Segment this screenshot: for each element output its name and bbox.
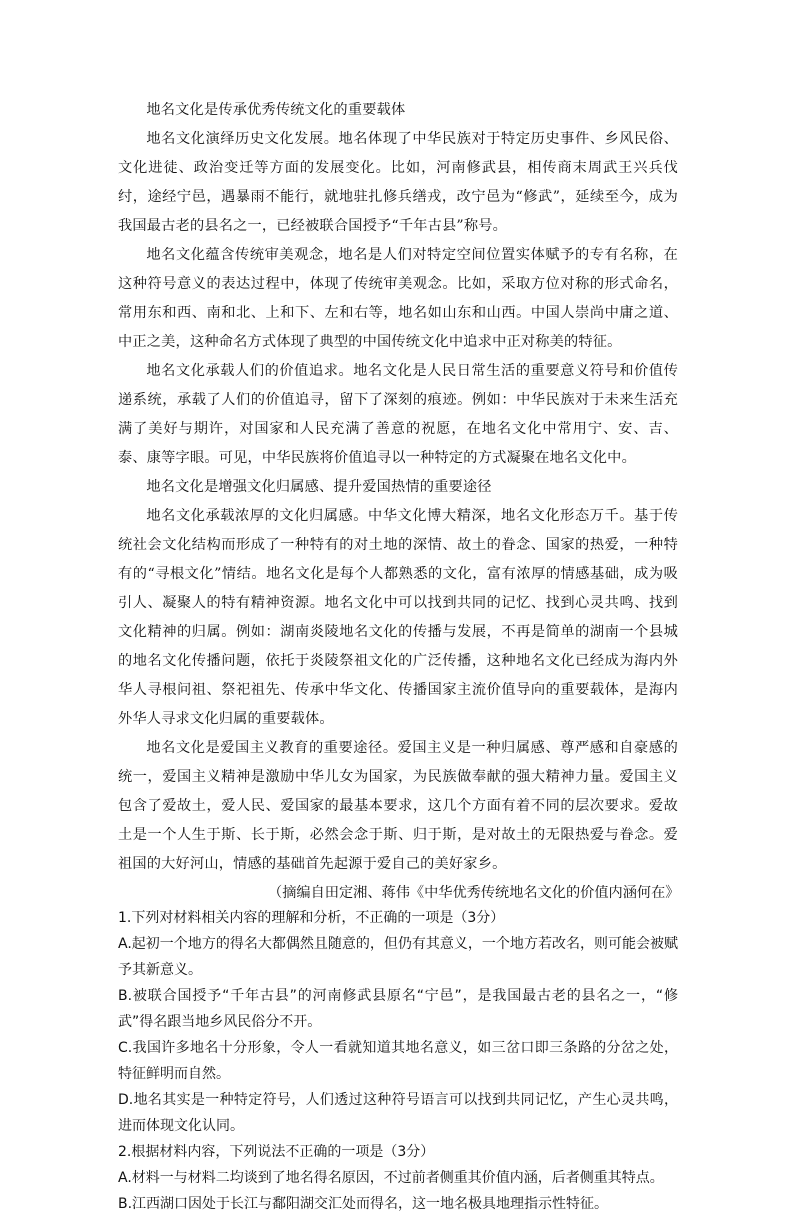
section-heading-1: 地名文化是传承优秀传统文化的重要载体	[146, 102, 406, 118]
paragraph-1-1: 地名文化演绎历史文化发展。地名体现了中华民族对于特定历史事件、乡风民俗、文化进徒、政治变迁等方面的发展变化。比如，河南修武县，相传商末周武王兴兵伐纣，途经宁邑，遇暴雨不能行，就地驻扎修兵缮戎，改宁邑为“修武”，延续至今，成为我国最古老的县名之一，已经被联合国授予“千年古县”称号。	[118, 131, 678, 234]
passage-section-2	[118, 473, 678, 905]
question-2-option-a: A.材料一与材料二均谈到了地名得名原因，不过前者侧重其价值内涵，后者侧重其特点。	[118, 1170, 664, 1186]
question-block-2	[118, 1139, 678, 1217]
paragraph-2-2: 地名文化是爱国主义教育的重要途径。爱国主义是一种归属感、尊严感和自豪感的统一，爱国主义精神是激励中华儿女为国家，为民族做奉献的强大精神力量。爱国主义包含了爱故土，爱人民、爱国家的最基本要求，这几个方面有着不同的层次要求。爱故土是一个人生于斯、长于斯，必然会念于斯、归于斯，是对故土的无限热爱与眷念。爱祖国的大好河山，情感的基础首先起源于爱自己的美好家乡。	[118, 740, 678, 872]
section-heading-2: 地名文化是增强文化归属感、提升爱国热情的重要途径	[146, 479, 492, 495]
question-1-option-b: B.被联合国授予“千年古县”的河南修武县原名“宁邑”，是我国最古老的县名之一，“修武”得名跟当地乡风民俗分不开。	[118, 988, 678, 1030]
paragraph-1-3: 地名文化承载人们的价值追求。地名文化是人民日常生活的重要意义符号和价值传递系统，承载了人们的价值追寻，留下了深刻的痕迹。例如：中华民族对于未来生活充满了美好与期许，对国家和人民充满了善意的祝愿，在地名文化中常用宁、安、吉、泰、康等字眼。可见，中华民族将价值追寻以一种特定的方式凝聚在地名文化中。	[118, 363, 678, 466]
question-1-option-a: A.起初一个地方的得名大都偶然且随意的，但仍有其意义，一个地方若改名，则可能会被赋予其新意义。	[118, 936, 678, 978]
source-citation: （摘编自田定湘、蒋伟《中华优秀传统地名文化的价值内涵何在》	[268, 885, 680, 901]
question-1-option-d: D.地名其实是一种特定符号，人们透过这种符号语言可以找到共同记忆，产生心灵共鸣，进而体现文化认同。	[118, 1092, 678, 1134]
passage-section-1	[118, 96, 678, 473]
paragraph-2-1: 地名文化承载浓厚的文化归属感。中华文化博大精深，地名文化形态万千。基于传统社会文化结构而形成了一种特有的对土地的深情、故土的眷念、国家的热爱，一种特有的“寻根文化”情结。地名文化是每个人都熟悉的文化，富有浓厚的情感基础，成为吸引人、凝聚人的特有精神资源。地名文化中可以找到共同的记忆、找到心灵共鸣、找到文化精神的归属。例如：湖南炎陵地名文化的传播与发展，不再是简单的湖南一个县城的地名文化传播问题，依托于炎陵祭祖文化的广泛传播，这种地名文化已经成为海内外华人寻根问祖、祭祀祖先、传承中华文化、传播国家主流价值导向的重要载体，是海内外华人寻求文化归属的重要载体。	[118, 508, 678, 727]
exam-page	[118, 96, 678, 1217]
paragraph-1-2: 地名文化蕴含传统审美观念，地名是人们对特定空间位置实体赋予的专有名称，在这种符号意义的表达过程中，体现了传统审美观念。比如，采取方位对称的形式命名，常用东和西、南和北、上和下、左和右等，地名如山东和山西。中国人崇尚中庸之道、中正之美，这种命名方式体现了典型的中国传统文化中追求中正对称美的特征。	[118, 247, 678, 350]
question-1-option-c: C.我国许多地名十分形象，令人一看就知道其地名意义，如三岔口即三条路的分岔之处，特征鲜明而自然。	[118, 1040, 678, 1082]
question-stem-2: 2.根据材料内容，下列说法不正确的一项是（3分）	[118, 1144, 435, 1160]
question-block-1	[118, 905, 678, 1139]
question-stem-1: 1.下列对材料相关内容的理解和分析，不正确的一项是（3分）	[118, 910, 505, 926]
question-2-option-b: B.江西湖口因处于长江与鄱阳湖交汇处而得名，这一地名极具地理指示性特征。	[118, 1196, 609, 1212]
